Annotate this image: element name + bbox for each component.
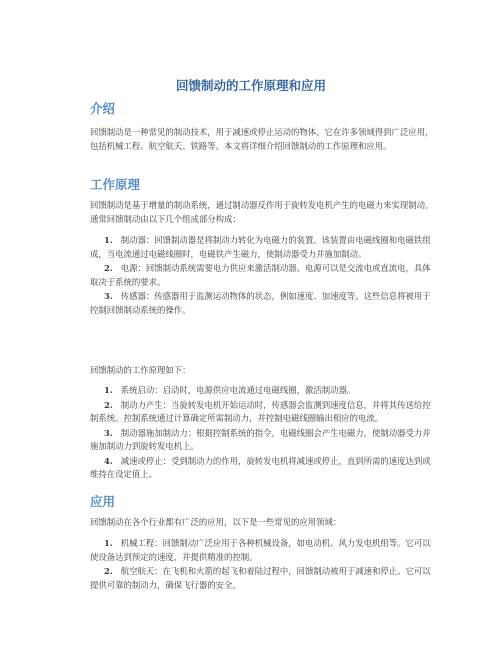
list-item: 2. 制动力产生：当旋转发电机开始运动时，传感器会监测到速度信息，并将其传送给控制系统。控制系统通过计算确定所需制动力，并控制电磁线圈输出相应的电流。 xyxy=(90,399,431,423)
list-item: 2. 电源：回馈制动系统需要电力供应来激活制动器。电源可以是交流电或直流电，具体取决于系统的要求。 xyxy=(90,263,431,287)
list-item: 1. 制动器：回馈制动器是将制动力转化为电磁力的装置。该装置由电磁线圈和电磁铁组成，当电流通过电磁线圈时，电磁铁产生磁力，使制动器受力并施加制动。 xyxy=(90,235,431,259)
principle-paragraph: 回馈制动是基于增量的制动系统，通过制动器反作用于旋转发电机产生的电磁力来实现制动。通常回馈制动由以下几个组成部分构成： xyxy=(90,200,434,224)
intro-paragraph: 回馈制动是一种常见的制动技术，用于减速或停止运动的物体。它在许多领域得到广泛应用，包括机械工程、航空航天、铁路等。本文将详细介绍回馈制动的工作原理和应用。 xyxy=(90,127,434,151)
list-item: 4. 减速或停止：受到制动力的作用，旋转发电机将减速或停止，直到所需的速度达到或维持在设定值上。 xyxy=(90,455,431,479)
document-title: 回馈制动的工作原理和应用 xyxy=(175,78,326,93)
steps-list xyxy=(90,384,438,483)
heading-application: 应用 xyxy=(90,494,116,509)
list-item: 3. 传感器：传感器用于监测运动物体的状态，例如速度、加速度等。这些信息将被用于控制回馈制动系统的操作。 xyxy=(90,291,431,315)
application-paragraph: 回馈制动在各个行业都有广泛的应用，以下是一些常见的应用领域： xyxy=(90,517,342,527)
components-list xyxy=(90,234,438,318)
process-intro: 回馈制动的工作原理如下： xyxy=(90,365,191,375)
heading-principle: 工作原理 xyxy=(90,177,141,192)
application-list xyxy=(90,537,438,593)
list-item: 2. 航空航天：在飞机和火箭的起飞和着陆过程中，回馈制动被用于减速和停止。它可以提供可靠的制动力，确保飞行器的安全。 xyxy=(90,566,431,590)
heading-intro: 介绍 xyxy=(90,101,116,116)
list-item: 1. 系统启动：启动时，电源供应电流通过电磁线圈，激活制动器。 xyxy=(104,385,356,395)
list-item: 1. 机械工程：回馈制动广泛应用于各种机械设备，如电动机、风力发电机组等。它可以使设备达到预定的速度，并提供精准的控制。 xyxy=(90,538,431,562)
list-item: 3. 制动器施加制动力：根据控制系统的指令，电磁线圈会产生电磁力，使制动器受力并施加制动力到旋转发电机上。 xyxy=(90,427,431,451)
